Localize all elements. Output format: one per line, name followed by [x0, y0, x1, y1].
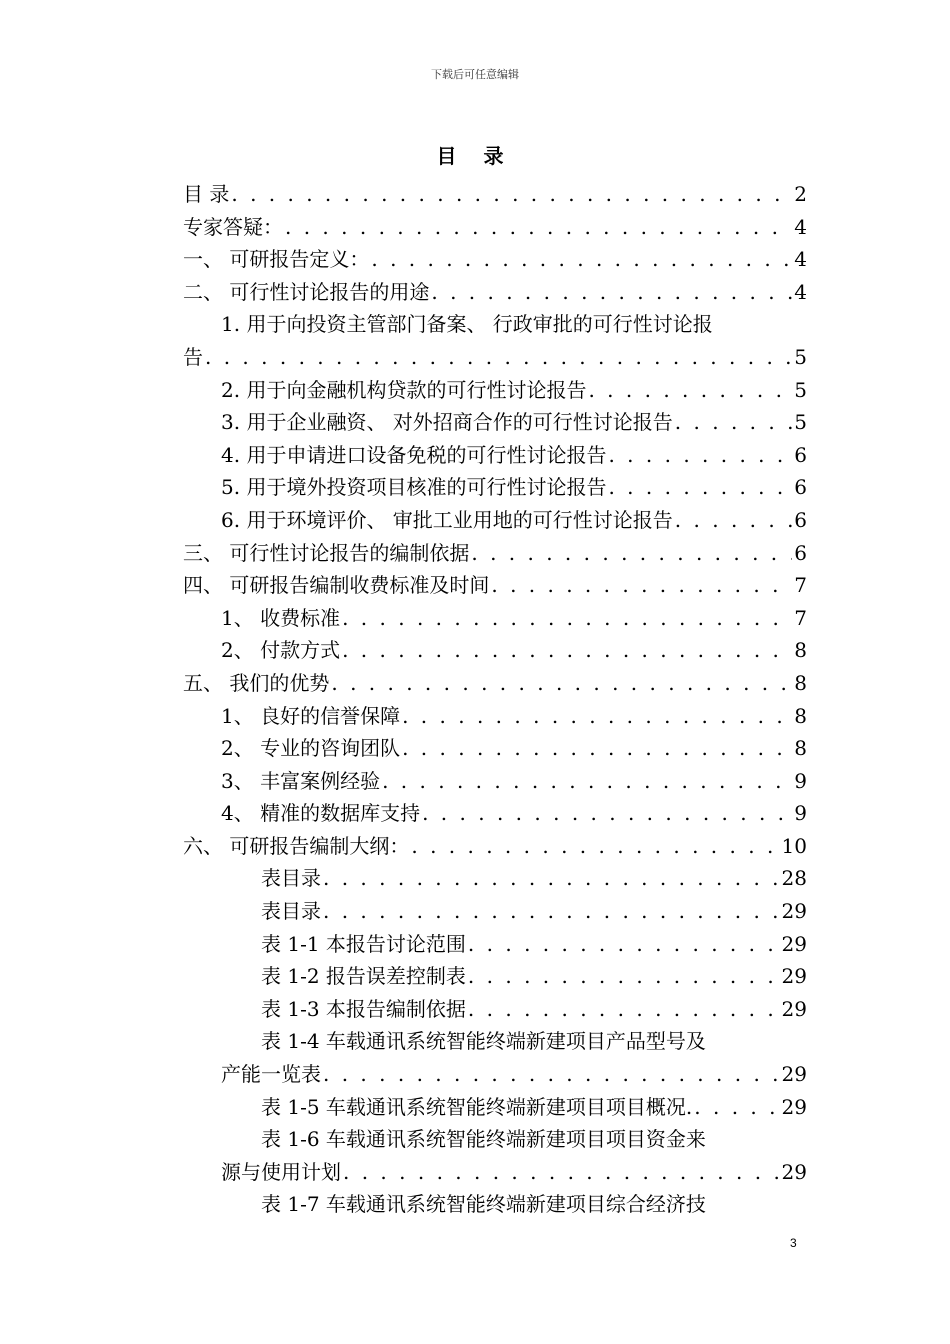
toc-entry-label: 表目录: [261, 866, 321, 891]
toc-entry-page: 6: [794, 507, 807, 532]
dot-leader: [343, 1156, 780, 1189]
dot-leader: [342, 634, 792, 667]
dot-leader: [205, 341, 792, 374]
dot-leader: [323, 862, 780, 895]
dot-leader: [675, 504, 792, 537]
toc-entry-label: 5. 用于境外投资项目核准的可行性讨论报告: [221, 475, 607, 500]
toc-entry-label: 专家答疑：: [183, 214, 283, 239]
toc-entry-page: 8: [794, 703, 807, 728]
toc-entry-label: 4、 精准的数据库支持: [221, 801, 421, 826]
toc-entry[interactable]: [183, 439, 807, 472]
toc-entry[interactable]: [183, 993, 807, 1026]
header-note: 下载后可任意编辑: [431, 68, 519, 81]
page-number: 3: [790, 1236, 797, 1250]
toc-entry-page: 28: [781, 866, 807, 891]
dot-leader: [468, 993, 780, 1026]
toc-entry[interactable]: [183, 471, 807, 504]
toc-entry-page: 8: [794, 670, 807, 695]
toc-entry-label: 2、 付款方式: [221, 638, 341, 663]
dot-leader: [371, 243, 792, 276]
dot-leader: [342, 602, 792, 635]
toc-entry-page: 8: [794, 736, 807, 761]
toc-entry[interactable]: [183, 211, 807, 244]
toc-entry[interactable]: [183, 1156, 807, 1189]
toc-entry[interactable]: [183, 1058, 807, 1091]
toc-entry[interactable]: [183, 341, 807, 374]
toc-entry-label: 表 1-6 车载通讯系统智能终端新建项目项目资金来: [261, 1127, 706, 1152]
dot-leader: [331, 667, 792, 700]
toc-entry-page: 7: [794, 573, 807, 598]
dot-leader: [675, 406, 792, 439]
toc-entry-label: 源与使用计划: [221, 1159, 341, 1184]
toc-entry-page: 7: [794, 605, 807, 630]
toc-entry-label: 表 1-2 报告误差控制表: [261, 964, 466, 989]
toc-entry-page: 29: [781, 1062, 807, 1087]
toc-entry-label: 2、 专业的咨询团队: [221, 736, 401, 761]
table-of-contents: [183, 178, 807, 1221]
toc-entry[interactable]: [183, 374, 807, 407]
toc-entry-page: 10: [781, 833, 807, 858]
toc-entry-page: 8: [794, 638, 807, 663]
toc-entry[interactable]: [183, 765, 807, 798]
dot-leader: [323, 1058, 780, 1091]
dot-leader: [285, 211, 792, 244]
toc-entry-label: 三、 可行性讨论报告的编制依据: [183, 540, 470, 565]
dot-leader: [382, 765, 792, 798]
toc-entry-label: 表 1-5 车载通讯系统智能终端新建项目项目概况.: [261, 1094, 693, 1119]
toc-entry[interactable]: [183, 1188, 807, 1221]
toc-entry[interactable]: [183, 406, 807, 439]
toc-entry-label: 二、 可行性讨论报告的用途: [183, 279, 430, 304]
toc-entry-page: 5: [794, 344, 807, 369]
toc-entry-page: 29: [781, 996, 807, 1021]
toc-entry[interactable]: [183, 667, 807, 700]
toc-entry[interactable]: [183, 178, 807, 211]
toc-entry-label: 6. 用于环境评价、 审批工业用地的可行性讨论报告: [221, 507, 673, 532]
toc-entry-page: 9: [794, 801, 807, 826]
toc-entry-label: 1. 用于向投资主管部门备案、 行政审批的可行性讨论报: [221, 312, 713, 337]
toc-entry[interactable]: [183, 732, 807, 765]
toc-entry[interactable]: [183, 569, 807, 602]
toc-entry-page: 4: [794, 247, 807, 272]
toc-entry[interactable]: [183, 928, 807, 961]
toc-entry-page: 5: [794, 377, 807, 402]
toc-entry-label: 3. 用于企业融资、 对外招商合作的可行性讨论报告: [221, 410, 673, 435]
dot-leader: [588, 374, 792, 407]
toc-entry-label: 表目录: [261, 899, 321, 924]
toc-entry-label: 1、 良好的信誉保障: [221, 703, 401, 728]
toc-entry-page: 5: [794, 410, 807, 435]
toc-entry-page: 2: [794, 182, 807, 206]
toc-entry-page: 29: [781, 1159, 807, 1184]
toc-entry[interactable]: [183, 797, 807, 830]
dot-leader: [608, 471, 792, 504]
dot-leader: [231, 178, 792, 211]
toc-entry[interactable]: [183, 700, 807, 733]
toc-entry-page: 9: [794, 768, 807, 793]
toc-entry-page: 6: [794, 442, 807, 467]
toc-entry-label: 告: [183, 344, 203, 369]
toc-entry-label: 目 录: [183, 182, 230, 206]
dot-leader: [468, 928, 780, 961]
toc-entry[interactable]: [183, 308, 807, 341]
dot-leader: [491, 569, 792, 602]
dot-leader: [422, 797, 792, 830]
toc-entry[interactable]: [183, 602, 807, 635]
toc-entry[interactable]: [183, 504, 807, 537]
toc-entry-label: 一、 可研报告定义：: [183, 247, 370, 272]
toc-entry-label: 产能一览表: [221, 1062, 321, 1087]
toc-entry[interactable]: [183, 1025, 807, 1058]
toc-entry-label: 五、 我们的优势: [183, 670, 330, 695]
toc-entry-label: 2. 用于向金融机构贷款的可行性讨论报告: [221, 377, 587, 402]
toc-entry-page: 29: [781, 899, 807, 924]
dot-leader: [411, 830, 779, 863]
toc-entry[interactable]: [183, 243, 807, 276]
toc-entry[interactable]: [183, 537, 807, 570]
dot-leader: [694, 1091, 779, 1124]
toc-entry-label: 表 1-1 本报告讨论范围: [261, 931, 466, 956]
toc-entry[interactable]: [183, 276, 807, 309]
toc-entry-label: 六、 可研报告编制大纲：: [183, 833, 410, 858]
toc-entry-label: 4. 用于申请进口设备免税的可行性讨论报告: [221, 442, 607, 467]
toc-entry-page: 6: [794, 540, 807, 565]
dot-leader: [323, 895, 780, 928]
toc-entry[interactable]: [183, 830, 807, 863]
toc-entry-page: 29: [781, 931, 807, 956]
dot-leader: [471, 537, 792, 570]
toc-entry[interactable]: [183, 1123, 807, 1156]
toc-entry-page: 29: [781, 964, 807, 989]
dot-leader: [608, 439, 792, 472]
toc-entry-label: 3、 丰富案例经验: [221, 768, 381, 793]
toc-entry-label: 四、 可研报告编制收费标准及时间: [183, 573, 490, 598]
toc-title: 目 录: [436, 144, 514, 168]
toc-entry[interactable]: [183, 862, 807, 895]
toc-entry[interactable]: [183, 895, 807, 928]
toc-entry-page: 29: [781, 1094, 807, 1119]
dot-leader: [431, 276, 792, 309]
dot-leader: [468, 960, 780, 993]
toc-entry[interactable]: [183, 1091, 807, 1124]
toc-entry-label: 表 1-3 本报告编制依据: [261, 996, 466, 1021]
toc-entry[interactable]: [183, 634, 807, 667]
toc-entry-label: 表 1-7 车载通讯系统智能终端新建项目综合经济技: [261, 1192, 706, 1217]
toc-entry-page: 4: [794, 279, 807, 304]
toc-entry[interactable]: [183, 960, 807, 993]
toc-entry-label: 表 1-4 车载通讯系统智能终端新建项目产品型号及: [261, 1029, 706, 1054]
toc-entry-page: 4: [794, 214, 807, 239]
toc-entry-page: 6: [794, 475, 807, 500]
dot-leader: [402, 700, 792, 733]
dot-leader: [402, 732, 792, 765]
toc-entry-label: 1、 收费标准: [221, 605, 341, 630]
